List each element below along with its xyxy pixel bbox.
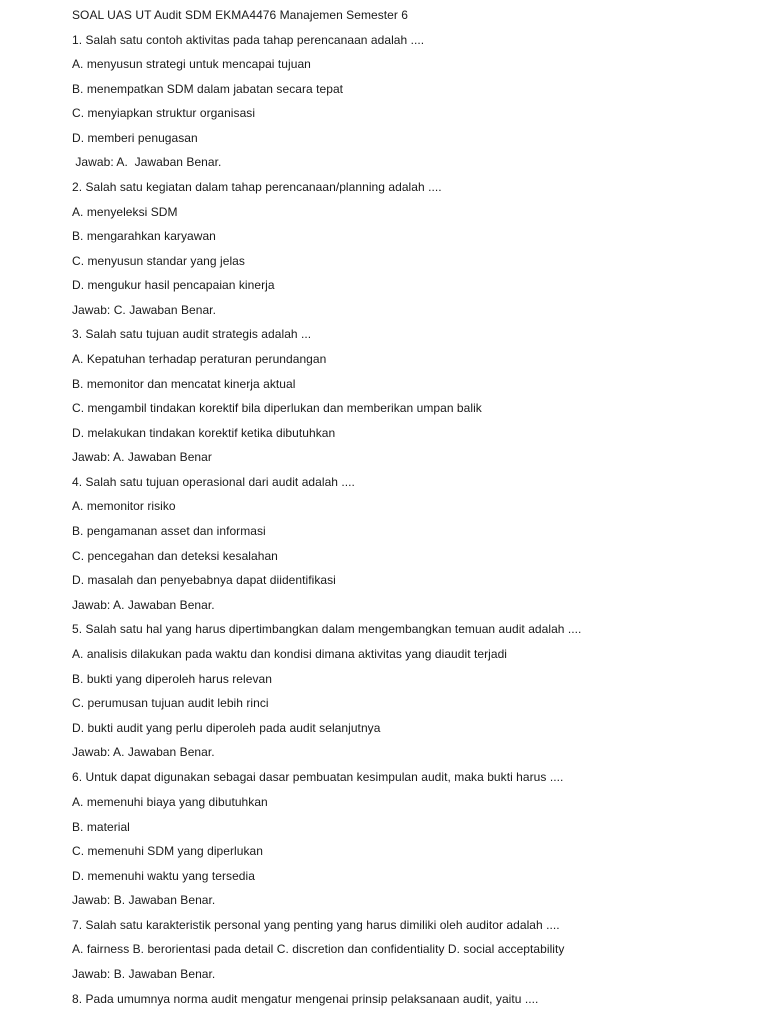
question-4: 4. Salah satu tujuan operasional dari audit adalah .... xyxy=(72,475,355,489)
question-1: 1. Salah satu contoh aktivitas pada tahap perencanaan adalah .... xyxy=(72,33,425,47)
option-1c: C. menyiapkan struktur organisasi xyxy=(72,106,256,120)
question-3: 3. Salah satu tujuan audit strategis adalah ... xyxy=(72,327,312,341)
option-1b: B. menempatkan SDM dalam jabatan secara tepat xyxy=(72,82,344,96)
option-6d: D. memenuhi waktu yang tersedia xyxy=(72,869,255,883)
option-2d: D. mengukur hasil pencapaian kinerja xyxy=(72,278,275,292)
answer-5: Jawab: A. Jawaban Benar. xyxy=(72,745,215,759)
answer-7: Jawab: B. Jawaban Benar. xyxy=(72,967,216,981)
option-1d: D. memberi penugasan xyxy=(72,131,198,145)
option-4c: C. pencegahan dan deteksi kesalahan xyxy=(72,549,278,563)
option-5c: C. perumusan tujuan audit lebih rinci xyxy=(72,696,269,710)
question-6: 6. Untuk dapat digunakan sebagai dasar pembuatan kesimpulan audit, maka bukti harus .... xyxy=(72,770,564,784)
option-4a: A. memonitor risiko xyxy=(72,499,176,513)
option-3d: D. melakukan tindakan korektif ketika dibutuhkan xyxy=(72,426,336,440)
option-3c: C. mengambil tindakan korektif bila diperlukan dan memberikan umpan balik xyxy=(72,401,482,415)
document-title: SOAL UAS UT Audit SDM EKMA4476 Manajemen Semester 6 xyxy=(72,8,409,22)
option-5d: D. bukti audit yang perlu diperoleh pada audit selanjutnya xyxy=(72,721,381,735)
option-6b: B. material xyxy=(72,820,130,834)
option-2b: B. mengarahkan karyawan xyxy=(72,229,216,243)
answer-1: Jawab: A. Jawaban Benar. xyxy=(72,155,222,169)
answer-3: Jawab: A. Jawaban Benar xyxy=(72,450,212,464)
option-2c: C. menyusun standar yang jelas xyxy=(72,254,245,268)
option-4b: B. pengamanan asset dan informasi xyxy=(72,524,266,538)
answer-4: Jawab: A. Jawaban Benar. xyxy=(72,598,215,612)
option-6a: A. memenuhi biaya yang dibutuhkan xyxy=(72,795,268,809)
option-3b: B. memonitor dan mencatat kinerja aktual xyxy=(72,377,296,391)
option-6c: C. memenuhi SDM yang diperlukan xyxy=(72,844,263,858)
answer-6: Jawab: B. Jawaban Benar. xyxy=(72,893,216,907)
question-8: 8. Pada umumnya norma audit mengatur mengenai prinsip pelaksanaan audit, yaitu .... xyxy=(72,992,539,1006)
answer-2: Jawab: C. Jawaban Benar. xyxy=(72,303,216,317)
option-1a: A. menyusun strategi untuk mencapai tujuan xyxy=(72,57,311,71)
question-2: 2. Salah satu kegiatan dalam tahap perencanaan/planning adalah .... xyxy=(72,180,442,194)
option-5b: B. bukti yang diperoleh harus relevan xyxy=(72,672,272,686)
options-7: A. fairness B. berorientasi pada detail C. discretion dan confidentiality D. social acceptability xyxy=(72,942,565,956)
option-5a: A. analisis dilakukan pada waktu dan kondisi dimana aktivitas yang diaudit terjadi xyxy=(72,647,508,661)
option-3a: A. Kepatuhan terhadap peraturan perundangan xyxy=(72,352,327,366)
question-7: 7. Salah satu karakteristik personal yang penting yang harus dimiliki oleh auditor adalah .... xyxy=(72,918,560,932)
question-5: 5. Salah satu hal yang harus dipertimbangkan dalam mengembangkan temuan audit adalah .... xyxy=(72,622,582,636)
option-4d: D. masalah dan penyebabnya dapat diidentifikasi xyxy=(72,573,336,587)
option-2a: A. menyeleksi SDM xyxy=(72,205,178,219)
